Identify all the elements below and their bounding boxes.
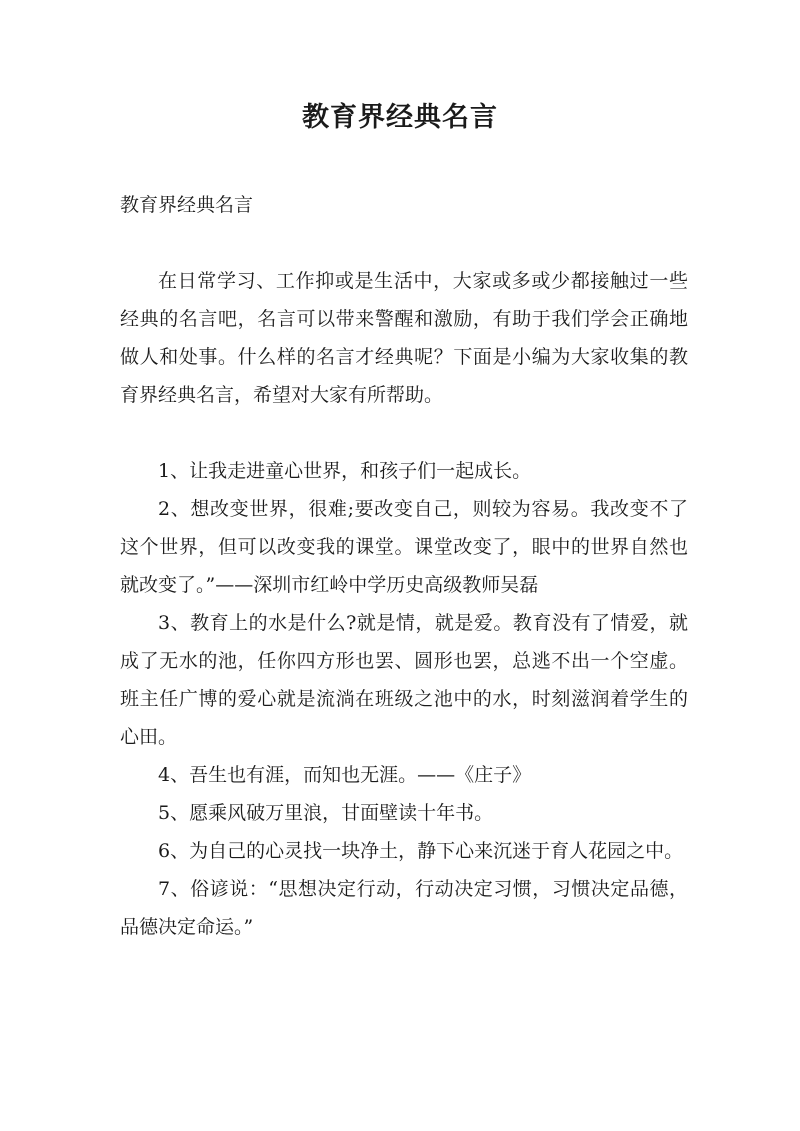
document-body xyxy=(120,186,688,946)
intro-paragraph: 在日常学习、工作抑或是生活中，大家或多或少都接触过一些经典的名言吧，名言可以带来警醒和激励，有助于我们学会正确地做人和处事。什么样的名言才经典呢？下面是小编为大家收集的教育界经典名言，希望对大家有所帮助。 xyxy=(120,270,688,406)
quote-item-1: 1、让我走进童心世界，和孩子们一起成长。 xyxy=(158,460,532,482)
quote-item-2: 2、想改变世界，很难;要改变自己，则较为容易。我改变不了这个世界，但可以改变我的课堂。课堂改变了，眼中的世界自然也就改变了。”——深圳市红岭中学历史高级教师吴磊 xyxy=(120,498,688,596)
quote-item-5: 5、愿乘风破万里浪，甘面壁读十年书。 xyxy=(158,802,494,824)
quote-item-3: 3、教育上的水是什么?就是情，就是爱。教育没有了情爱，就成了无水的池，任你四方形也罢、圆形也罢，总逃不出一个空虚。班主任广博的爱心就是流淌在班级之池中的水，时刻滋润着学生的心田。 xyxy=(120,612,688,748)
quote-item-4: 4、吾生也有涯，而知也无涯。——《庄子》 xyxy=(158,764,532,786)
quote-item-6: 6、为自己的心灵找一块净土，静下心来沉迷于育人花园之中。 xyxy=(158,840,684,862)
document-title: 教育界经典名言 xyxy=(302,102,498,133)
document-subtitle: 教育界经典名言 xyxy=(120,194,254,216)
quote-item-7: 7、俗谚说：“思想决定行动，行动决定习惯，习惯决定品德，品德决定命运。” xyxy=(120,878,688,938)
